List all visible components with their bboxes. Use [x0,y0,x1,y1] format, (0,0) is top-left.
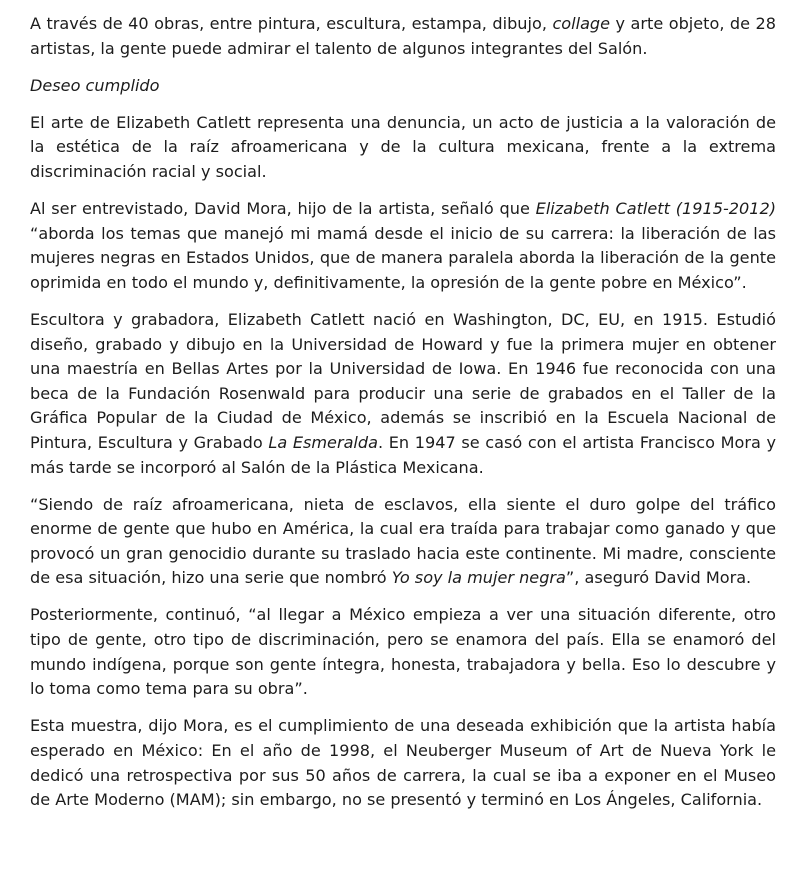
paragraph-quote-slavery-italic: Yo soy la mujer negra [391,568,566,588]
paragraph-exhibition: Esta muestra, dijo Mora, es el cumplimiento de una deseada exhibición que la artista había esperado en México: En el año de 1998, el Neuberger Museum of Art de Nueva York le dedicó una retrospectiva por sus 50 años de carrera, la cual se iba a exponer en el Museo de Arte Moderno (MAM); sin embargo, no se presentó y terminó en Los Ángeles, California. [30,716,776,810]
paragraph-intro-text-c: y arte objeto, de 28 artistas, la gente puede admirar el talento de algunos integrantes del Salón. [30,14,776,58]
paragraph-art-denuncia: El arte de Elizabeth Catlett representa una denuncia, un acto de justicia a la valoración de la estética de la raíz afroamericana y de la cultura mexicana, frente a la extrema discriminación racial y social. [30,112,776,181]
paragraph-interview-text-a: Al ser entrevistado, David Mora, hijo de la artista, señaló que [30,199,536,219]
paragraph-quote-slavery-text-c: ”, aseguró David Mora. [565,568,752,588]
paragraph-intro-italic: collage [552,14,611,33]
paragraph-quote-slavery [30,493,776,591]
subheading [30,74,776,99]
paragraph-mexico: Posteriormente, continuó, “al llegar a México empieza a ver una situación diferente, otro tipo de gente, otro tipo de discriminación, pero se enamora del país. Ella se enamoró del mundo indígena, porque son gente íntegra, honesta, trabajadora y bella. Eso lo descubre y lo toma como tema para su obra”. [30,605,776,699]
paragraph-interview [30,197,776,295]
paragraph-quote-slavery-text-a: “Siendo de raíz afroamericana, nieta de esclavos, ella siente el duro golpe del tráfico enorme de gente que hubo en América, la cual era traída para trabajar como ganado y que provocó un gran genocidio durante su traslado hacia este continente. Mi madre, consciente de esa situación, hizo una serie que nombró [30,494,776,588]
paragraph-intro-text-a: A través de 40 obras, entre pintura, escultura, estampa, dibujo, [30,14,553,33]
paragraph-intro [30,12,776,61]
article-body [30,12,776,825]
paragraph-biography [30,308,776,480]
paragraph-interview-text-c: “aborda los temas que manejó mi mamá desde el inicio de su carrera: la liberación de las mujeres negras en Estados Unidos, que de manera paralela aborda la liberación de la gente oprimida en todo el mundo y, definitivamente, la opresión de la gente pobre en México”. [30,223,776,292]
paragraph-biography-text-c: . En 1947 se casó con el artista Francisco Mora y más tarde se incorporó al Salón de la Plástica Mexicana. [30,432,776,477]
subheading-text: Deseo cumplido [30,75,160,95]
paragraph-biography-italic: La Esmeralda [268,432,378,452]
paragraph-interview-italic: Elizabeth Catlett (1915-2012) [535,199,776,219]
paragraph-biography-text-a: Escultora y grabadora, Elizabeth Catlett nació en Washington, DC, EU, en 1915. Estudió diseño, grabado y dibujo en la Universidad de Howard y fue la primera mujer en obtener una maestría en Bellas Artes por la Universidad de Iowa. En 1946 fue reconocida con una beca de la Fundación Rosenwald para producir una serie de grabados en el Taller de la Gráfica Popular de la Ciudad de México, además se inscribió en la Escuela Nacional de Pintura, Escultura y Grabado [30,309,776,452]
